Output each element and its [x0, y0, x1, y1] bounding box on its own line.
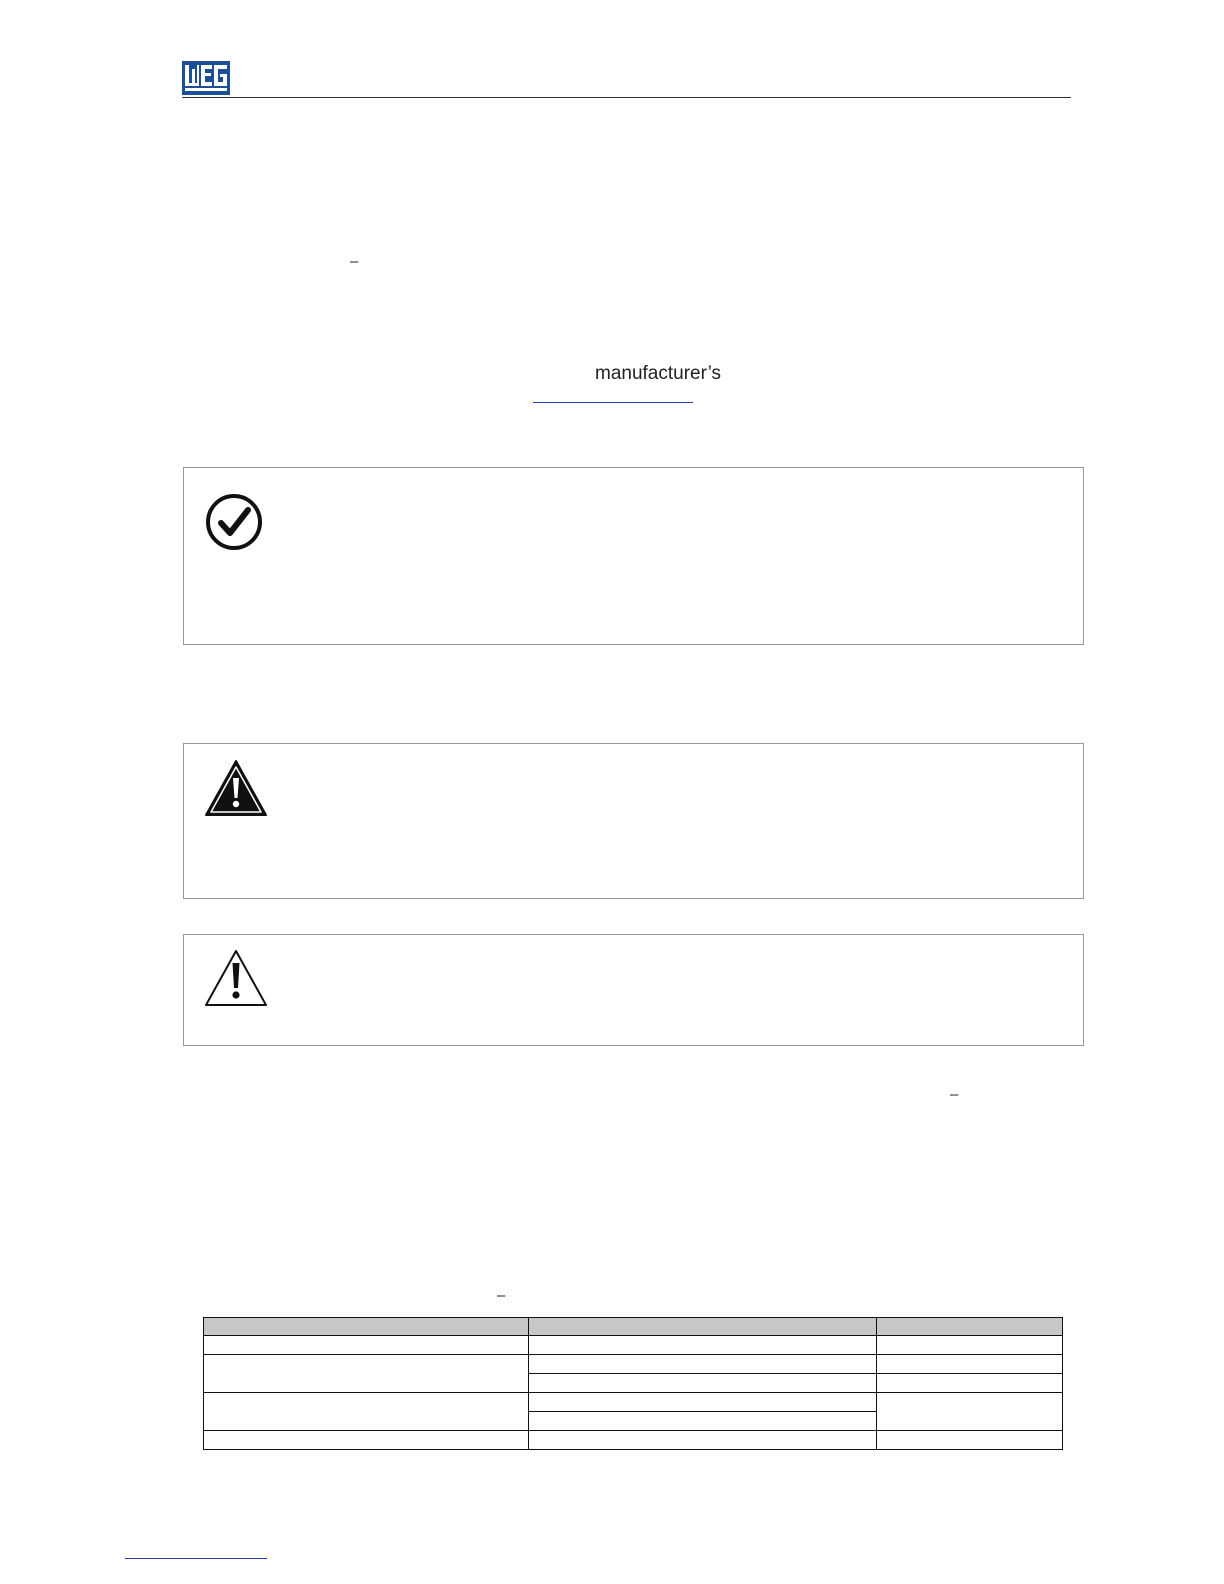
- table-cell: [204, 1431, 529, 1450]
- spec-table: [203, 1317, 1063, 1450]
- table-cell: [204, 1393, 529, 1431]
- weg-logo: [182, 61, 230, 95]
- table-cell: [204, 1336, 529, 1355]
- table-cell: [204, 1355, 529, 1393]
- manufacturer-word: manufacturer’s: [595, 363, 722, 384]
- table-cell: [529, 1393, 877, 1412]
- table-header-cell: [877, 1318, 1063, 1336]
- dash-fragment: –: [350, 253, 359, 270]
- table-cell: [529, 1374, 877, 1393]
- hyperlink-underline[interactable]: [533, 402, 693, 403]
- warning-filled-icon: [204, 758, 268, 823]
- weg-logo-icon: [182, 61, 230, 95]
- table-row: [204, 1336, 1063, 1355]
- note-box: [183, 467, 1084, 645]
- table-cell: [877, 1355, 1063, 1374]
- warning-outline-icon: [204, 948, 268, 1013]
- table-cell: [877, 1431, 1063, 1450]
- table-cell: [529, 1431, 877, 1450]
- table-row: [204, 1355, 1063, 1374]
- dash-fragment: –: [950, 1086, 959, 1103]
- table-cell: [529, 1412, 877, 1431]
- table-header-cell: [204, 1318, 529, 1336]
- table-cell: [529, 1355, 877, 1374]
- header-rule: [182, 97, 1071, 98]
- dash-fragment: –: [497, 1287, 506, 1304]
- attention-box: [183, 934, 1084, 1046]
- table-cell: [877, 1336, 1063, 1355]
- table-cell: [877, 1374, 1063, 1393]
- footer-link-underline[interactable]: [125, 1558, 267, 1559]
- table-cell: [529, 1336, 877, 1355]
- danger-box: [183, 743, 1084, 899]
- table-row: [204, 1431, 1063, 1450]
- table-cell: [877, 1393, 1063, 1431]
- table-header-row: [204, 1318, 1063, 1336]
- table-header-cell: [529, 1318, 877, 1336]
- table-row: [204, 1393, 1063, 1412]
- check-circle-icon: [204, 492, 264, 557]
